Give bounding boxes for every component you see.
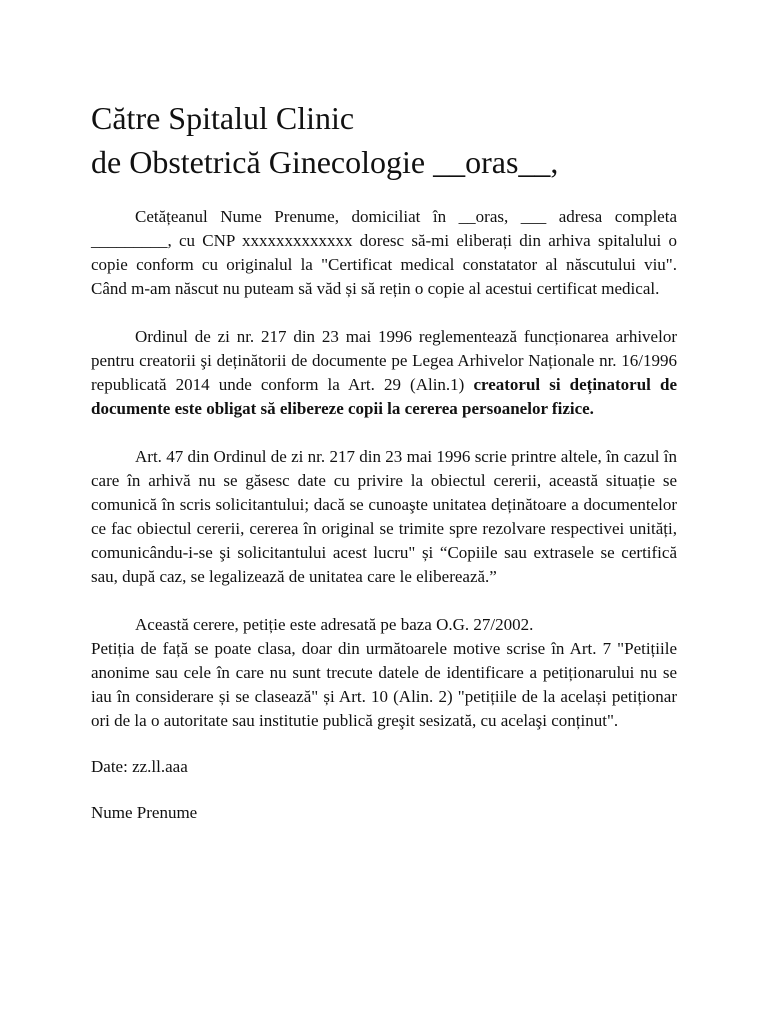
date-line: Date: zz.ll.aaa xyxy=(91,757,188,776)
paragraph-art-47: Art. 47 din Ordinul de zi nr. 217 din 23 mai 1996 scrie printre altele, în cazul în care în arhivă nu se găsesc date cu privire la obiectul cererii, această situație se comunică în scris solicitantului; dacă se cunoaşte unitatea deținătoare a documentelor ce fac obiectul cererii, cererea în original se trimite spre rezolvare respectivei unități, comunicându-i-se şi solicitantului acest lucru" și “Copiile sau extrasele se certifică sau, după caz, se legalizează de unitatea care le eliberează.” xyxy=(91,447,677,586)
paragraph-legal-basis-emphasis: creatorul si deținatorul de documente este obligat să elibereze copii la cererea persoanelor fizice. xyxy=(91,375,677,418)
title-line-1: Către Spitalul Clinic xyxy=(91,100,355,136)
paragraph-request: Cetățeanul Nume Prenume, domiciliat în __oras, ___ adresa completa _________, cu CNP xxxxxxxxxxxxx doresc să-mi eliberați din arhiva spitalului o copie conform cu originalul la "Certificat medical constatator al născutului viu". Când m-am născut nu puteam să văd și să rețin o copie al acestui certificat medical. xyxy=(91,207,677,298)
paragraph-legal-basis-text: Ordinul de zi nr. 217 din 23 mai 1996 reglementează funcționarea arhivelor pentru creatorii şi deținătorii de documente pe Legea Arhivelor Naționale nr. 16/1996 republicată 2014 unde conform la Art. 29 (Alin.1) xyxy=(91,327,677,394)
document-page xyxy=(91,96,677,825)
paragraph-og-reference: Această cerere, petiție este adresată pe baza O.G. 27/2002. xyxy=(135,615,534,634)
document-title xyxy=(91,96,677,184)
title-line-2: de Obstetrică Ginecologie __oras__, xyxy=(91,144,559,180)
signature-name: Nume Prenume xyxy=(91,803,198,822)
paragraph-classification: Petiția de față se poate clasa, doar din următoarele motive scrise în Art. 7 "Petițiile anonime sau cele în care nu sunt trecute datele de identificare a petiționarului nu se iau în considerare și se clasează" și Art. 10 (Alin. 2) "petițiile de la același petiționar ori de la o autoritate sau institutie publică greşit sesizată, cu acelaşi conținut". xyxy=(91,639,677,730)
paragraph-legal-basis xyxy=(91,325,677,421)
